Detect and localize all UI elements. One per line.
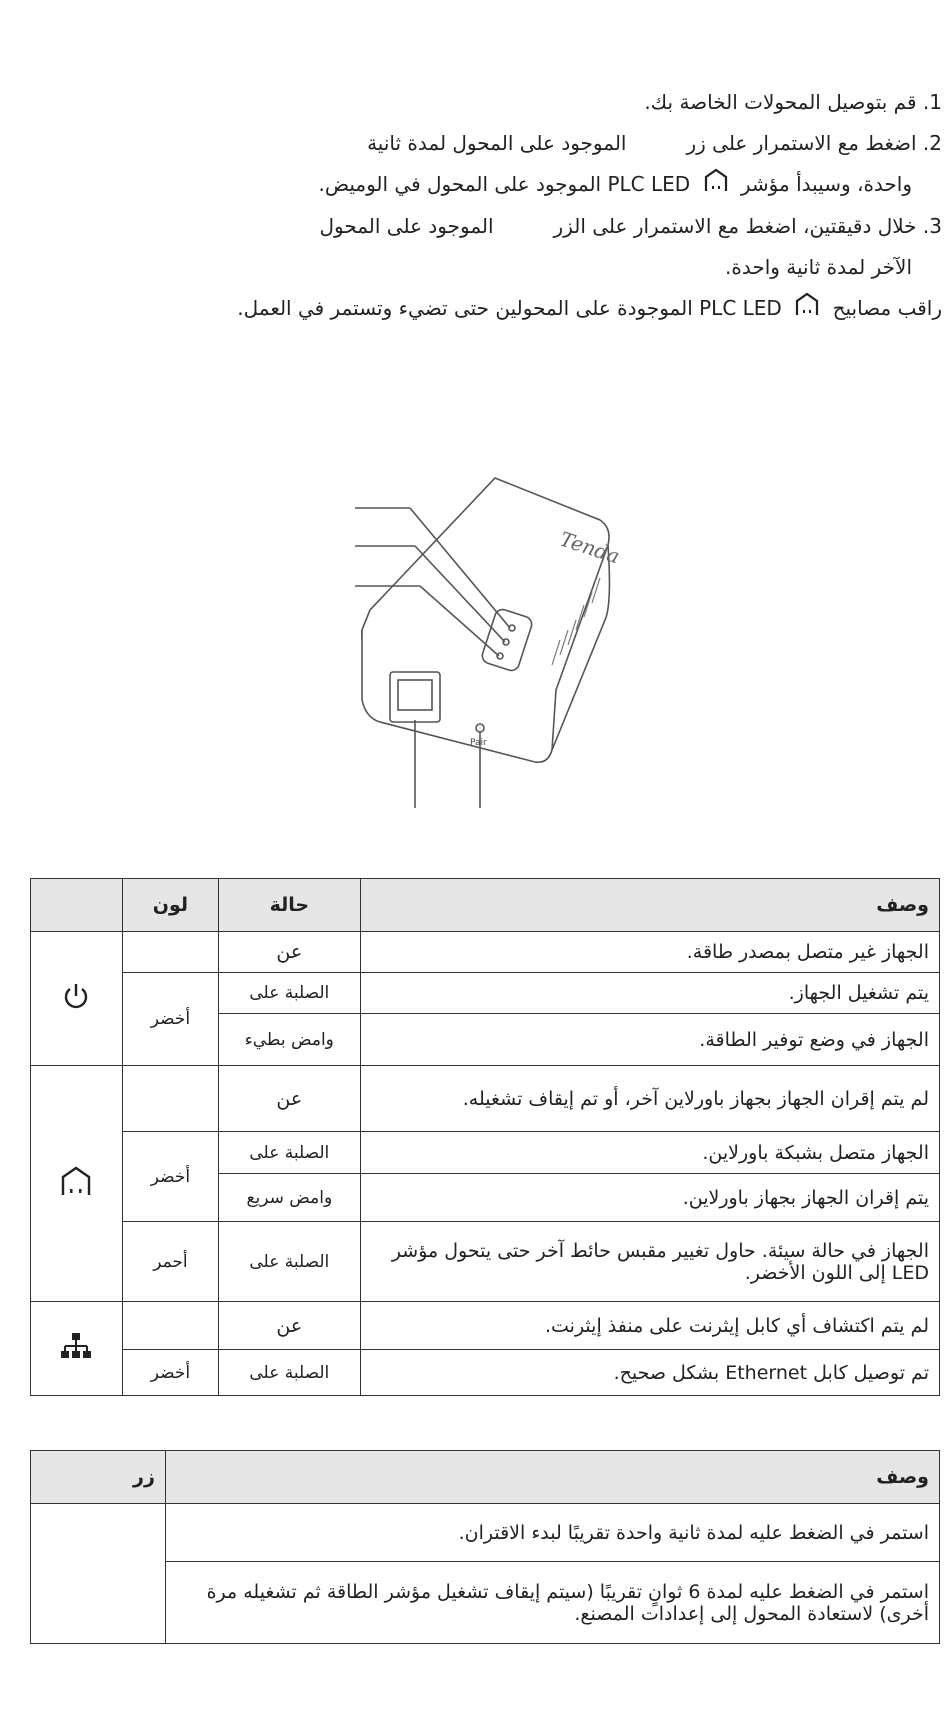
led-table-header	[31, 879, 940, 932]
watch-part-b: PLC LED الموجودة على المحولين حتى تضيء وتستمر في العمل.	[237, 296, 782, 320]
row-state: الصلبة على	[218, 1222, 360, 1302]
row-description: استمر في الضغط عليه لمدة ثانية واحدة تقريبًا لبدء الاقتران.	[165, 1504, 939, 1562]
device-illustration	[340, 470, 680, 810]
row-description: الجهاز في وضع توفير الطاقة.	[360, 1014, 939, 1066]
plc-led-cell	[31, 1066, 123, 1302]
pair-port-label: Pair	[470, 738, 487, 748]
watch-leds	[0, 288, 950, 330]
led-status-table	[30, 878, 940, 1396]
ethernet-icon	[59, 1330, 93, 1362]
row-description: لم يتم إقران الجهاز بجهاز باورلاين آخر، أو تم إيقاف تشغيله.	[360, 1066, 939, 1132]
row-color: أخضر	[122, 1132, 218, 1222]
header-color: لون	[122, 879, 218, 932]
row-description: الجهاز غير متصل بمصدر طاقة.	[360, 932, 939, 973]
header-state: حالة	[218, 879, 360, 932]
table-row	[31, 1562, 940, 1644]
pairing-instructions	[0, 82, 950, 330]
step-2-part-b: الموجود على المحول لمدة ثانية	[367, 131, 627, 155]
step-2	[0, 123, 950, 164]
row-color: أخضر	[122, 973, 218, 1066]
header-description: وصف	[165, 1451, 939, 1504]
house-icon	[703, 165, 729, 206]
table-row	[31, 1132, 940, 1174]
house-icon	[794, 289, 820, 330]
table-row	[31, 973, 940, 1014]
table-row	[31, 1222, 940, 1302]
step-2-part-a: 2. اضغط مع الاستمرار على زر	[686, 131, 942, 155]
step-2-part-c: واحدة، وسيبدأ مؤشر	[740, 172, 912, 196]
row-description: استمر في الضغط عليه لمدة 6 ثوانٍ تقريبًا (سيتم إيقاف تشغيل مؤشر الطاقة ثم تشغيله مرة أخرى) لاستعادة المحول إلى إعدادات المصنع.	[165, 1562, 939, 1644]
step-3	[0, 206, 950, 247]
step-1: 1. قم بتوصيل المحولات الخاصة بك.	[644, 90, 942, 114]
row-state: عن	[218, 932, 360, 973]
row-color	[122, 932, 218, 973]
row-description: الجهاز متصل بشبكة باورلاين.	[360, 1132, 939, 1174]
row-color	[122, 1302, 218, 1350]
house-icon	[59, 1165, 93, 1197]
button-icon-cell	[31, 1504, 166, 1644]
row-state: عن	[218, 1302, 360, 1350]
step-2-cont	[0, 164, 950, 206]
table-row	[31, 932, 940, 973]
row-description: يتم تشغيل الجهاز.	[360, 973, 939, 1014]
table-row	[31, 1350, 940, 1396]
button-table-header	[31, 1451, 940, 1504]
row-state: عن	[218, 1066, 360, 1132]
watch-part-a: راقب مصابيح	[832, 296, 942, 320]
row-color: أحمر	[122, 1222, 218, 1302]
table-row	[31, 1302, 940, 1350]
row-state: الصلبة على	[218, 1132, 360, 1174]
row-state: وامض سريع	[218, 1174, 360, 1222]
row-description: يتم إقران الجهاز بجهاز باورلاين.	[360, 1174, 939, 1222]
header-description: وصف	[360, 879, 939, 932]
step-3-part-a: 3. خلال دقيقتين، اضغط مع الاستمرار على الزر	[553, 214, 942, 238]
row-color	[122, 1066, 218, 1132]
power-icon	[60, 980, 92, 1012]
ethernet-led-cell	[31, 1302, 123, 1396]
table-row	[31, 1066, 940, 1132]
step-3-part-b: الموجود على المحول	[319, 214, 494, 238]
button-function-table	[30, 1450, 940, 1644]
row-color: أخضر	[122, 1350, 218, 1396]
table-row	[31, 1504, 940, 1562]
row-description: الجهاز في حالة سيئة. حاول تغيير مقبس حائط آخر حتى يتحول مؤشر LED إلى اللون الأخضر.	[360, 1222, 939, 1302]
header-button: زر	[31, 1451, 166, 1504]
power-led-cell	[31, 932, 123, 1066]
row-description: تم توصيل كابل Ethernet بشكل صحيح.	[360, 1350, 939, 1396]
step-3-cont: الآخر لمدة ثانية واحدة.	[725, 255, 912, 279]
brand-logo: Tenda	[556, 526, 623, 569]
row-state: الصلبة على	[218, 1350, 360, 1396]
row-state: الصلبة على	[218, 973, 360, 1014]
header-icon	[31, 879, 123, 932]
row-state: وامض بطيء	[218, 1014, 360, 1066]
row-description: لم يتم اكتشاف أي كابل إيثرنت على منفذ إيثرنت.	[360, 1302, 939, 1350]
step-2-part-d: PLC LED الموجود على المحول في الوميض.	[318, 172, 691, 196]
